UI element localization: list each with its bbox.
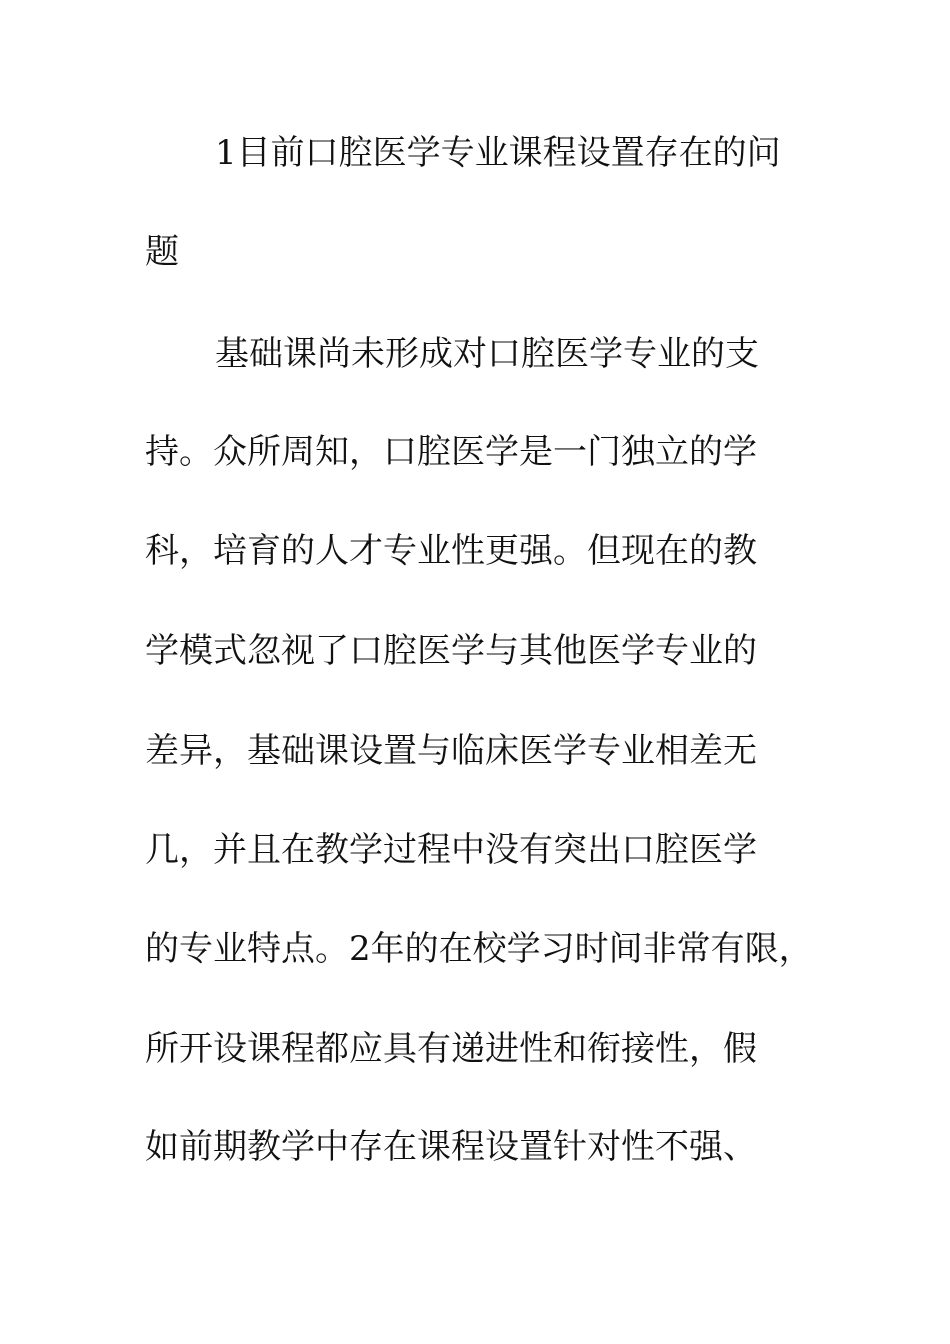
paragraph-line-8: 所开设课程都应具有递进性和衔接性，假 (145, 1029, 757, 1069)
paragraph-line-9: 如前期教学中存在课程设置针对性不强、 (145, 1127, 757, 1167)
paragraph-line-3: 科，培育的人才专业性更强。但现在的教 (145, 531, 757, 571)
paragraph-line-7: 的专业特点。2年的在校学习时间非常有限， (145, 929, 813, 969)
paragraph-line-2: 持。众所周知，口腔医学是一门独立的学 (145, 432, 757, 472)
paragraph-line-1: 基础课尚未形成对口腔医学专业的支 (215, 334, 759, 374)
paragraph-line-4: 学模式忽视了口腔医学与其他医学专业的 (145, 631, 757, 671)
paragraph-line-6: 几，并且在教学过程中没有突出口腔医学 (145, 830, 757, 870)
section-heading-line-2: 题 (145, 232, 179, 272)
section-heading-line-1: 1目前口腔医学专业课程设置存在的问 (215, 133, 781, 173)
paragraph-line-5: 差异，基础课设置与临床医学专业相差无 (145, 731, 757, 771)
